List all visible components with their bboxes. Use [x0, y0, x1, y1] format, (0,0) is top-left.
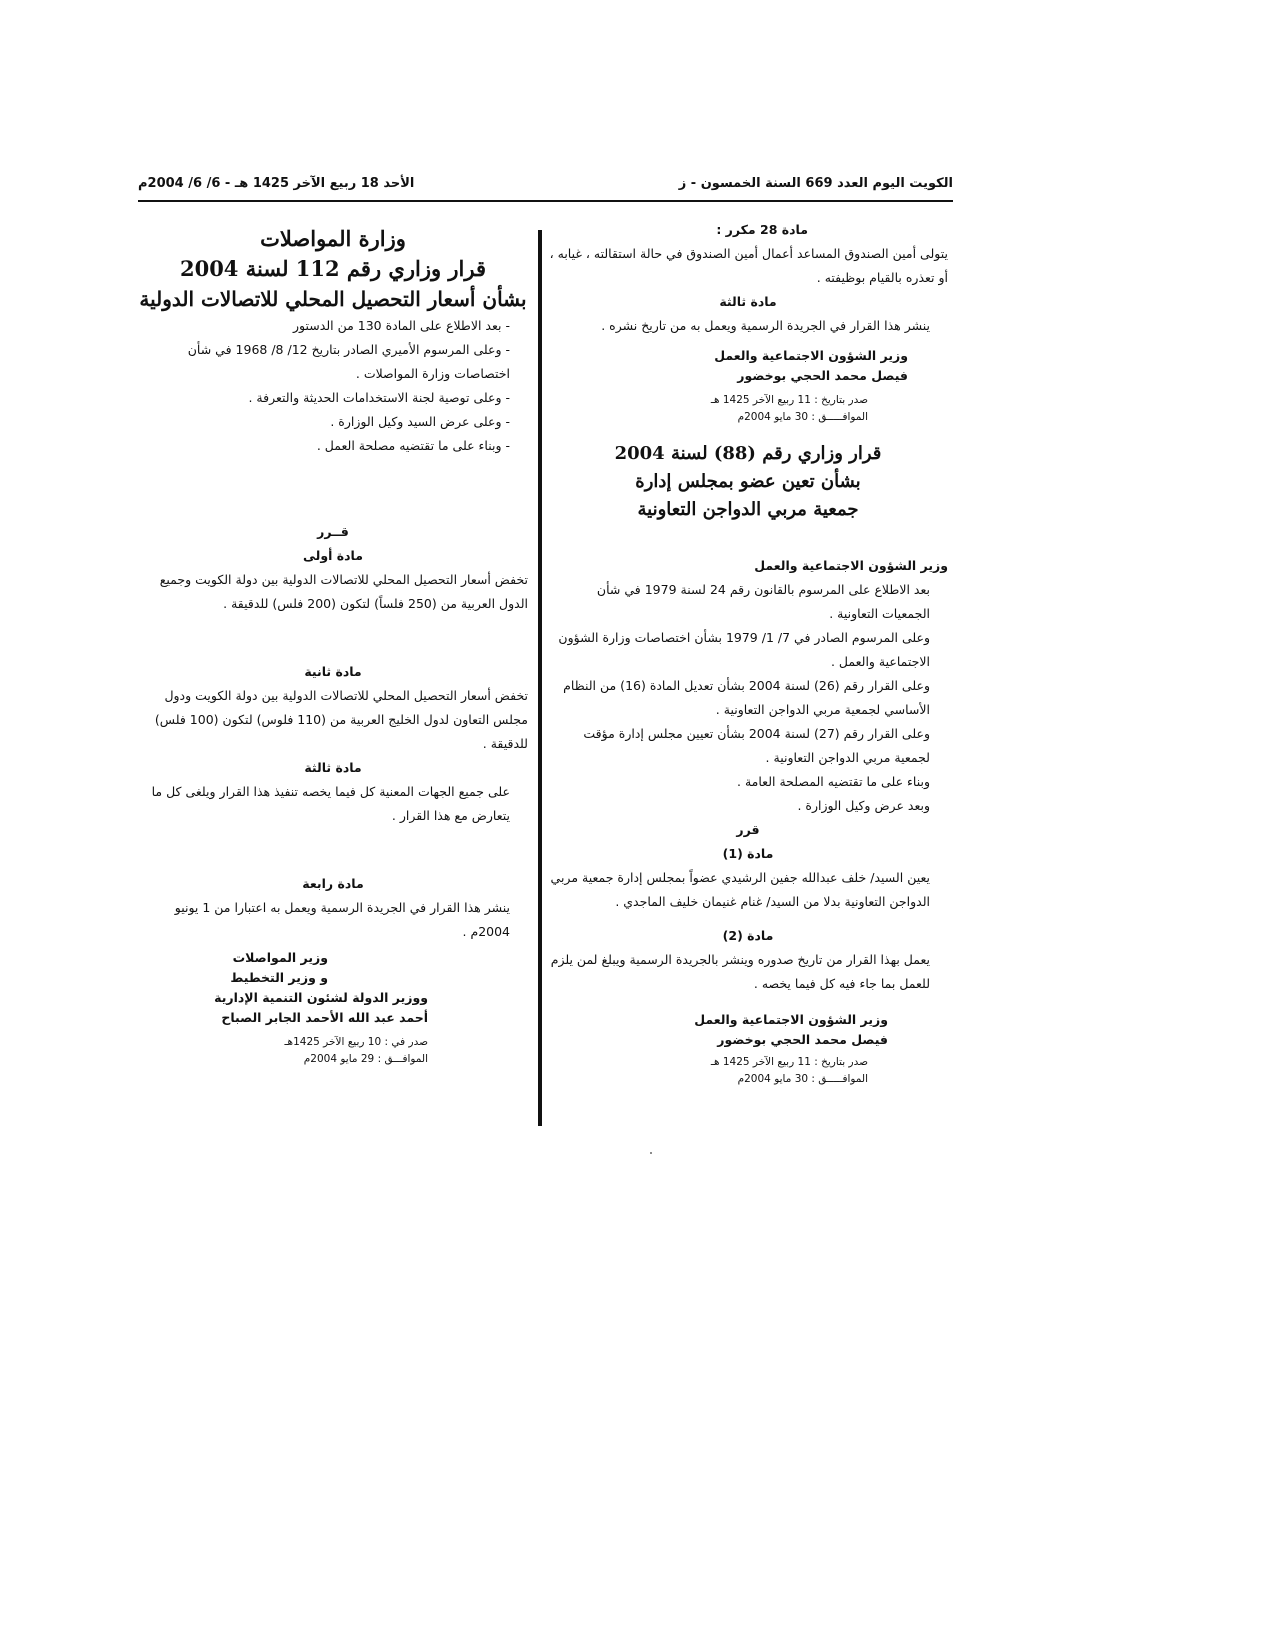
- decided-heading: قــرر: [317, 524, 349, 539]
- article-2-text: تخفض أسعار التحصيل المحلي للاتصالات الدولية بين دولة الكويت ودول مجلس التعاون لدول الخليج العربية من (110 فلوس) لتكون (100 فلس) للدقيقة .: [154, 688, 528, 751]
- decision-112-title: قرار وزاري رقم 112 لسنة 2004: [179, 256, 487, 281]
- decision-88-subject-1: بشأن تعين عضو بمجلس إدارة: [635, 471, 861, 492]
- signature-name: فيصل محمد الحجي بوخضور: [737, 368, 908, 383]
- preamble-item: - وعلى المرسوم الأميري الصادر بتاريخ 12/ 8/ 1968 في شأن اختصاصات وزارة المواصلات .: [187, 342, 510, 381]
- article-3-text: على جميع الجهات المعنية كل فيما يخصه تنفيذ هذا القرار ويلغى كل ما يتعارض مع هذا القرار .: [151, 784, 510, 823]
- issued-date-hijri: صدر بتاريخ : 11 ربيع الآخر 1425 هـ: [710, 1056, 868, 1068]
- scan-speck: [650, 1152, 652, 1154]
- preamble-item: وبناء على ما تقتضيه المصلحة العامة .: [737, 774, 930, 789]
- signature-title-2: و وزير التخطيط: [230, 970, 328, 985]
- minister-heading: وزير الشؤون الاجتماعية والعمل: [754, 558, 948, 573]
- page-header: [138, 172, 953, 198]
- decision-88-subject-2: جمعية مربي الدواجن التعاونية: [637, 499, 859, 520]
- article-1-text: تخفض أسعار التحصيل المحلي للاتصالات الدولية بين دولة الكويت وجميع الدول العربية من (250 فلساً) لتكون (200 فلس) للدقيقة .: [159, 572, 528, 611]
- article-1-heading: مادة (1): [722, 846, 774, 861]
- article-3-text: ينشر هذا القرار في الجريدة الرسمية ويعمل به من تاريخ نشره .: [601, 318, 930, 333]
- right-column: [548, 218, 948, 1118]
- article-3-heading: مادة ثالثة: [304, 760, 362, 775]
- signature-title-3: ووزير الدولة لشئون التنمية الإدارية: [214, 990, 428, 1005]
- preamble-item: - وعلى عرض السيد وكيل الوزارة .: [330, 414, 510, 429]
- issued-date-gregorian: الموافـــق : 29 مايو 2004م: [303, 1053, 428, 1065]
- preamble-item: وعلى القرار رقم (27) لسنة 2004 بشأن تعيين مجلس إدارة مؤقت لجمعية مربي الدواجن التعاونية .: [583, 726, 930, 765]
- article-4-text: ينشر هذا القرار في الجريدة الرسمية ويعمل به اعتبارا من 1 يونيو 2004م .: [174, 900, 510, 939]
- preamble-item: - وبناء على ما تقتضيه مصلحة العمل .: [316, 438, 510, 453]
- preamble-item: - وعلى توصية لجنة الاستخدامات الحديثة والتعرفة .: [248, 390, 510, 405]
- article-2-heading: مادة (2): [722, 928, 774, 943]
- issued-date-hijri: صدر بتاريخ : 11 ربيع الآخر 1425 هـ: [710, 394, 868, 406]
- article-28-bis-text: يتولى أمين الصندوق المساعد أعمال أمين الصندوق في حالة استقالته ، غيابه ، أو تعذره بالقيام بوظيفته .: [549, 246, 948, 285]
- signature-title-1: وزير المواصلات: [232, 950, 328, 965]
- header-date: الأحد 18 ربيع الآخر 1425 هـ - 6/ 6/ 2004م: [138, 176, 415, 191]
- article-1-heading: مادة أولى: [303, 548, 363, 563]
- preamble-item: بعد الاطلاع على المرسوم بالقانون رقم 24 لسنة 1979 في شأن الجمعيات التعاونية .: [596, 582, 930, 621]
- issued-date-gregorian: الموافـــــق : 30 مايو 2004م: [737, 1073, 868, 1085]
- decision-112-subject: بشأن أسعار التحصيل المحلي للاتصالات الدولية: [139, 287, 527, 311]
- preamble-item: وعلى المرسوم الصادر في 7/ 1/ 1979 بشأن اختصاصات وزارة الشؤون الاجتماعية والعمل .: [558, 630, 930, 669]
- preamble-item: وعلى القرار رقم (26) لسنة 2004 بشأن تعديل المادة (16) من النظام الأساسي لجمعية مربي الدواجن التعاونية .: [563, 678, 930, 717]
- preamble-item: وبعد عرض وكيل الوزارة .: [797, 798, 930, 813]
- ministry-title: وزارة المواصلات: [260, 226, 406, 251]
- signature-title: وزير الشؤون الاجتماعية والعمل: [694, 1012, 888, 1027]
- issued-date-hijri: صدر في : 10 ربيع الآخر 1425هـ: [284, 1036, 428, 1048]
- decision-88-title: قرار وزاري رقم (88) لسنة 2004: [614, 443, 882, 464]
- article-4-heading: مادة رابعة: [302, 876, 364, 891]
- article-1-text: يعين السيد/ خلف عبدالله جفين الرشيدي عضواً بمجلس إدارة جمعية مربي الدواجن التعاونية بدلا من السيد/ غنام غنيمان خليف الماجدي .: [550, 870, 930, 909]
- signature-name: فيصل محمد الحجي بوخضور: [717, 1032, 888, 1047]
- decided-heading: قرر: [736, 822, 760, 837]
- header-issue-info: الكويت اليوم العدد 669 السنة الخمسون - ز: [678, 176, 953, 191]
- article-28-bis-heading: مادة 28 مكرر :: [716, 222, 808, 237]
- column-divider: [538, 230, 542, 1126]
- signature-name: أحمد عبد الله الأحمد الجابر الصباح: [221, 1010, 428, 1025]
- issued-date-gregorian: الموافـــــق : 30 مايو 2004م: [737, 411, 868, 423]
- signature-title: وزير الشؤون الاجتماعية والعمل: [714, 348, 908, 363]
- left-column: [138, 224, 528, 1124]
- preamble-item: - بعد الاطلاع على المادة 130 من الدستور: [293, 318, 510, 333]
- article-2-heading: مادة ثانية: [304, 664, 362, 679]
- article-3-heading: مادة ثالثة: [719, 294, 777, 309]
- header-rule: [138, 200, 953, 202]
- article-2-text: يعمل بهذا القرار من تاريخ صدوره وينشر بالجريدة الرسمية ويبلغ لمن يلزم للعمل بما جاء فيه كل فيما يخصه .: [550, 952, 930, 991]
